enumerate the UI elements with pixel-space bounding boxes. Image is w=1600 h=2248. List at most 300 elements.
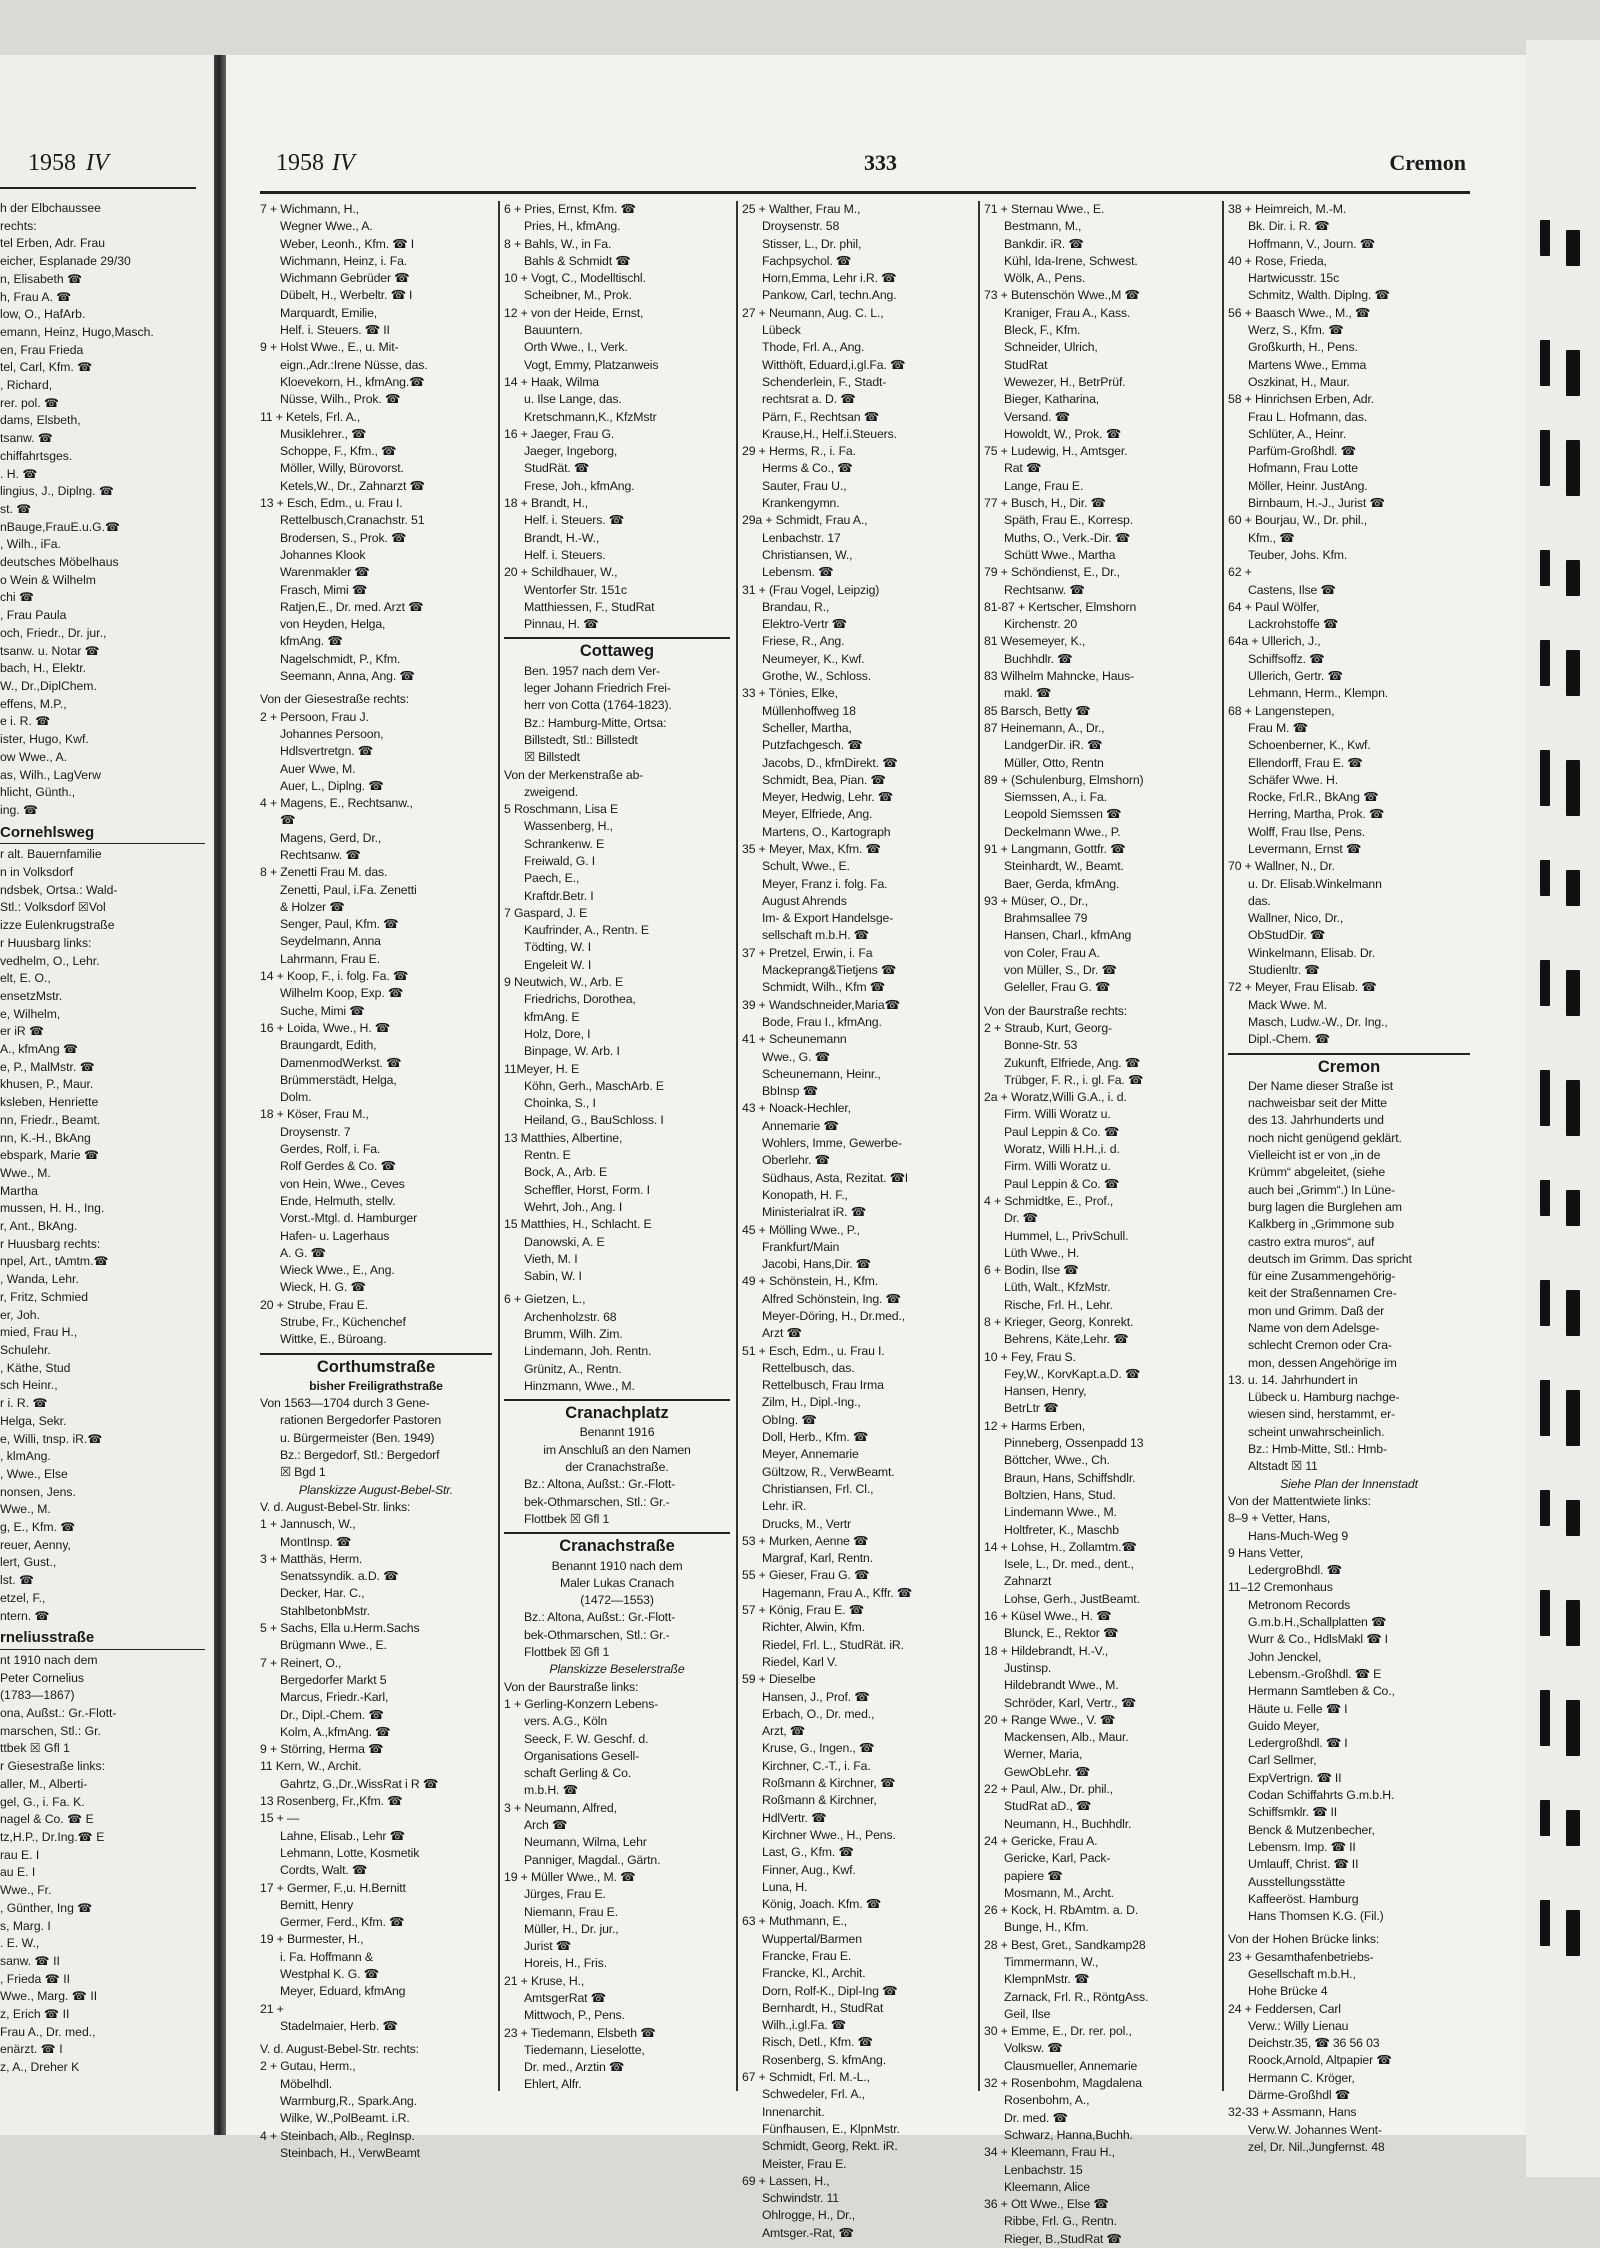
- directory-entry-continuation: m.b.H. ☎: [524, 1783, 578, 1798]
- directory-entry-continuation: Organisations Gesell-: [524, 1748, 640, 1763]
- directory-entry-fragment: lst. ☎: [0, 1573, 35, 1588]
- directory-entry-fragment: , Wilh., iFa.: [0, 537, 61, 552]
- directory-entry-fragment: och, Friedr., Dr. jur.,: [0, 625, 107, 640]
- directory-entry-continuation: Schütt Wwe., Martha: [1004, 547, 1116, 562]
- directory-entry: 1 + Gerling-Konzern Lebens-: [504, 1696, 659, 1711]
- left-page-column: [0, 200, 205, 2077]
- directory-entry: 20 + Range Wwe., V. ☎: [984, 1712, 1115, 1727]
- right-page-header-rule: [260, 191, 1470, 194]
- directory-entry-continuation: Lindemann Wwe., M.: [1004, 1505, 1117, 1520]
- directory-entry-continuation: noch nicht genügend geklärt.: [1248, 1130, 1402, 1145]
- directory-entry-fragment: Martha: [0, 1183, 38, 1198]
- directory-entry-continuation: Rettelbusch, das.: [762, 1360, 855, 1375]
- directory-entry-continuation: Siemssen, A., i. Fa.: [1004, 790, 1107, 805]
- directory-entry-continuation: von Hein, Wwe., Ceves: [280, 1176, 405, 1191]
- directory-entry-continuation: Elektro-Vertr ☎: [762, 617, 847, 632]
- directory-entry-continuation: Meyer, Hedwig, Lehr. ☎: [762, 790, 893, 805]
- directory-entry: 8 + Bahls, W., in Fa.: [504, 236, 612, 251]
- directory-entry-continuation: Wölk, A., Pens.: [1004, 271, 1086, 286]
- directory-entry-continuation: Rische, Frl. H., Lehr.: [1004, 1297, 1113, 1312]
- thumb-index-mark: [1566, 440, 1580, 496]
- directory-entry-continuation: Francke, Kl., Archit.: [762, 1966, 866, 1981]
- directory-entry: 62 +: [1228, 565, 1252, 580]
- directory-entry-continuation: Grothe, W., Schloss.: [762, 669, 872, 684]
- thumb-index-mark: [1540, 640, 1550, 686]
- street-heading: Cottaweg: [504, 637, 730, 660]
- directory-entry-continuation: Seydelmann, Anna: [280, 934, 381, 949]
- running-street-head: Cremon: [1389, 150, 1466, 175]
- directory-entry-fragment: nt 1910 nach dem: [0, 1652, 98, 1667]
- directory-entry-continuation: Arzt, ☎: [762, 1724, 805, 1739]
- directory-entry-fragment: r, Ant., BkAng.: [0, 1219, 78, 1234]
- directory-entry-continuation: Rentn. E: [524, 1148, 571, 1163]
- directory-entry: Von 1563—1704 durch 3 Gene-: [260, 1396, 430, 1411]
- directory-entry-continuation: Rettelbusch, Frau Irma: [762, 1378, 884, 1393]
- directory-entry-continuation: ☒ Bgd 1: [280, 1465, 326, 1480]
- directory-entry-continuation: Fey,W., KorvKapt.a.D. ☎: [1004, 1366, 1141, 1381]
- directory-entry-continuation: StudRät. ☎: [524, 461, 590, 476]
- directory-entry: 79 + Schöndienst, E., Dr.,: [984, 565, 1120, 580]
- directory-entry-continuation: Hermann Samtleben & Co.,: [1248, 1684, 1395, 1699]
- directory-entry: 70 + Wallner, N., Dr.: [1228, 859, 1335, 874]
- directory-entry-continuation: Kirchner Wwe., H., Pens.: [762, 1827, 896, 1842]
- directory-entry-continuation: Rieger, B.,StudRat ☎: [1004, 2231, 1122, 2246]
- directory-entry-fragment: r alt. Bauernfamilie: [0, 847, 102, 862]
- directory-entry-continuation: Trübger, F. R., i. gl. Fa. ☎: [1004, 1072, 1144, 1087]
- directory-entry-continuation: Lehr. iR.: [762, 1499, 807, 1514]
- directory-entry-continuation: Hofmann, Frau Lotte: [1248, 461, 1358, 476]
- directory-entry-continuation: Dolm.: [280, 1090, 312, 1105]
- directory-entry-continuation: Gericke, Karl, Pack-: [1004, 1851, 1111, 1866]
- directory-entry-continuation: Teuber, Johs. Kfm.: [1248, 547, 1348, 562]
- directory-entry-fragment: tel, Carl, Kfm. ☎: [0, 360, 93, 375]
- directory-entry-continuation: Marquardt, Emilie,: [280, 305, 378, 320]
- directory-entry: 2 + Straub, Kurt, Georg-: [984, 1020, 1112, 1035]
- directory-entry-continuation: Helf. i. Steuers. ☎: [524, 513, 624, 528]
- directory-entry-continuation: Schoppe, F., Kfm., ☎: [280, 444, 397, 459]
- directory-entry: 28 + Best, Gret., Sandkamp28: [984, 1937, 1146, 1952]
- directory-entry-continuation: Orth Wwe., I., Verk.: [524, 340, 628, 355]
- directory-entry-continuation: Schlüter, A., Heinr.: [1248, 426, 1347, 441]
- directory-entry-continuation: Roock,Arnold, Altpapier ☎: [1248, 2053, 1392, 2068]
- right-page-volume: IV: [332, 150, 355, 176]
- directory-entry-continuation: Altstadt ☒ 11: [1248, 1459, 1318, 1474]
- directory-entry-continuation: Hans Thomsen K.G. (Fil.): [1248, 1909, 1384, 1924]
- directory-entry: 72 + Meyer, Frau Elisab. ☎: [1228, 980, 1377, 995]
- directory-entry-continuation: Rechtsanw. ☎: [1004, 582, 1085, 597]
- directory-entry-continuation: Stisser, L., Dr. phil,: [762, 236, 862, 251]
- directory-entry-continuation: Meyer-Döring, H., Dr.med.,: [762, 1309, 906, 1323]
- directory-entry-continuation: Bonne-Str. 53: [1004, 1038, 1078, 1053]
- directory-entry-continuation: Zahnarzt: [1004, 1574, 1052, 1589]
- directory-entry-continuation: Oberlehr. ☎: [762, 1153, 830, 1168]
- directory-entry-continuation: Dr. med. ☎: [1004, 2110, 1068, 2125]
- directory-entry-continuation: Name von dem Adelsge-: [1248, 1321, 1380, 1335]
- directory-entry-fragment: ntern. ☎: [0, 1608, 50, 1623]
- directory-entry-continuation: Werner, Maria,: [1004, 1747, 1083, 1762]
- directory-entry-continuation: Konopath, H. F.,: [762, 1187, 848, 1202]
- directory-entry-fragment: eicher, Esplanade 29/30: [0, 254, 131, 269]
- directory-entry-continuation: zel, Dr. Nil.,Jungfernst. 48: [1248, 2139, 1385, 2154]
- directory-entry-continuation: StahlbetonbMstr.: [280, 1603, 370, 1618]
- directory-entry-continuation: Freiwald, G. I: [524, 853, 596, 868]
- directory-entry-continuation: Paul Leppin & Co. ☎: [1004, 1176, 1120, 1191]
- directory-entry-fragment: Peter Cornelius: [0, 1670, 84, 1685]
- directory-entry: 24 + Gericke, Frau A.: [984, 1833, 1098, 1848]
- directory-entry-continuation: rechtsrat a. D. ☎: [762, 392, 856, 407]
- thumb-index-mark: [1566, 1080, 1580, 1136]
- directory-entry-fragment: Wwe., Marg. ☎ II: [0, 1989, 98, 2004]
- directory-entry: Von der Merkenstraße ab-: [504, 767, 644, 782]
- directory-entry-fragment: lert, Gust.,: [0, 1555, 57, 1570]
- directory-entry-continuation: Dr. ☎: [1004, 1211, 1038, 1226]
- thumb-index-mark: [1566, 1190, 1580, 1226]
- directory-entry-continuation: DamenmodWerkst. ☎: [280, 1055, 402, 1070]
- directory-entry-continuation: Lenbachstr. 15: [1004, 2162, 1083, 2177]
- directory-entry-continuation: Seeck, F. W. Geschf. d.: [524, 1731, 649, 1746]
- street-heading: rneliusstraße: [0, 1629, 205, 1650]
- directory-entry-fragment: ndsbek, Ortsa.: Wald-: [0, 882, 118, 897]
- directory-entry-fragment: tsanw. u. Notar ☎: [0, 643, 100, 658]
- street-note: im Anschluß an den Namen: [543, 1442, 691, 1457]
- directory-entry-continuation: Martens, O., Kartograph: [762, 824, 891, 839]
- directory-entry-continuation: Woratz, Willi H.H.,i. d.: [1004, 1142, 1120, 1157]
- directory-entry-continuation: Frankfurt/Main: [762, 1239, 840, 1254]
- directory-entry-fragment: er iR ☎: [0, 1024, 45, 1039]
- directory-entry-continuation: Rosenbohm, A.,: [1004, 2093, 1090, 2108]
- directory-entry-continuation: Wittke, E., Büroang.: [280, 1332, 387, 1347]
- directory-entry: 93 + Müser, O., Dr.,: [984, 893, 1088, 908]
- directory-entry: 13 Rosenberg, Fr.,Kfm. ☎: [260, 1794, 403, 1809]
- directory-entry-continuation: Bz.: Hamburg-Mitte, Ortsa:: [524, 715, 667, 730]
- directory-entry-continuation: Schmitz, Walth. Diplng. ☎: [1248, 288, 1390, 303]
- directory-entry: 20 + Strube, Frau E.: [260, 1297, 369, 1312]
- directory-entry-continuation: Lübeck: [762, 323, 801, 338]
- directory-entry: 27 + Neumann, Aug. C. L.,: [742, 305, 884, 320]
- directory-entry-continuation: bek-Othmarschen, Stl.: Gr.-: [524, 1494, 670, 1509]
- directory-entry-continuation: Bestmann, M.,: [1004, 219, 1082, 234]
- directory-entry-continuation: Bz.: Bergedorf, Stl.: Bergedorf: [280, 1448, 440, 1463]
- directory-entry: 8 + Krieger, Georg, Konrekt.: [984, 1315, 1134, 1329]
- street-heading: Cremon: [1228, 1053, 1470, 1076]
- directory-entry-fragment: mussen, H. H., Ing.: [0, 1201, 105, 1216]
- directory-entry-continuation: Lahrmann, Frau E.: [280, 951, 380, 966]
- directory-entry-continuation: StudRat: [1004, 357, 1048, 372]
- directory-entry-continuation: Lahne, Elisab., Lehr ☎: [280, 1828, 405, 1843]
- directory-entry-continuation: Masch, Ludw.-W., Dr. Ing.,: [1248, 1014, 1388, 1029]
- directory-entry-continuation: Lebensm.-Großhdl. ☎ E: [1248, 1666, 1382, 1681]
- directory-entry-continuation: schaft Gerling & Co.: [524, 1766, 632, 1781]
- directory-entry-continuation: Seemann, Anna, Ang. ☎: [280, 669, 415, 684]
- directory-entry-continuation: Hagemann, Frau A., Kffr. ☎: [762, 1585, 912, 1600]
- directory-entry-continuation: deutsch im Grimm. Das spricht: [1248, 1251, 1412, 1266]
- directory-entry-continuation: Kaffeeröst. Hamburg: [1248, 1891, 1359, 1906]
- directory-entry-continuation: Südhaus, Asta, Rezitat. ☎I: [762, 1170, 909, 1185]
- directory-entry-continuation: Muths, O., Verk.-Dir. ☎: [1004, 530, 1130, 545]
- directory-entry-continuation: Hermann C. Kröger,: [1248, 2070, 1355, 2085]
- directory-entry-fragment: ister, Hugo, Kwf.: [0, 732, 89, 747]
- directory-entry-continuation: Möller, Willy, Bürovorst.: [280, 461, 404, 476]
- thumb-index-mark: [1540, 1070, 1550, 1126]
- thumb-index-mark: [1540, 1900, 1550, 1946]
- directory-entry: 24 + Feddersen, Carl: [1228, 2001, 1341, 2016]
- directory-entry-continuation: König, Joach. Kfm. ☎: [762, 1897, 881, 1912]
- directory-entry-continuation: Wilke, W.,PolBeamt. i.R.: [280, 2111, 410, 2126]
- directory-entry-fragment: o Wein & Wilhelm: [0, 572, 96, 587]
- directory-entry-fragment: , Richard,: [0, 378, 53, 393]
- directory-entry-continuation: Kalkberg in „Grimmone sub: [1248, 1217, 1394, 1232]
- directory-entry-continuation: Schult, Wwe., E.: [762, 859, 850, 874]
- directory-entry-continuation: Hildebrandt Wwe., M.: [1004, 1678, 1119, 1693]
- directory-entry-fragment: r Giesestraße links:: [0, 1759, 105, 1774]
- directory-entry-continuation: Frau M. ☎: [1248, 720, 1308, 735]
- right-page-year: 1958: [276, 150, 324, 176]
- street-note: der Cranachstraße.: [565, 1460, 669, 1475]
- directory-entry-continuation: Müller, Otto, Rentn: [1004, 755, 1104, 770]
- directory-entry-continuation: Pärn, F., Rechtsan ☎: [762, 409, 879, 424]
- directory-entry-continuation: Ministerialrat iR. ☎: [762, 1205, 866, 1220]
- directory-entry-continuation: Geil, Ilse: [1004, 2006, 1051, 2021]
- directory-entry-continuation: Brandt, H.-W.,: [524, 530, 600, 545]
- directory-entry-continuation: Pinneberg, Ossenpadd 13: [1004, 1436, 1144, 1451]
- directory-entry: 18 + Brandt, H.,: [504, 496, 589, 511]
- directory-entry-continuation: Vorst.-Mtgl. d. Hamburger: [280, 1211, 418, 1226]
- directory-entry-continuation: Wwe., G. ☎: [762, 1049, 830, 1064]
- directory-entry-continuation: mon und Grimm. Daß der: [1248, 1303, 1385, 1318]
- directory-entry-fragment: r i. R. ☎: [0, 1396, 48, 1411]
- directory-entry-fragment: bach, H., Elektr.: [0, 661, 87, 676]
- directory-entry-fragment: Stl.: Volksdorf ☒Vol: [0, 900, 106, 915]
- directory-entry-continuation: Studienltr. ☎: [1248, 963, 1320, 978]
- directory-entry-continuation: Archenholzstr. 68: [524, 1309, 617, 1324]
- directory-entry-continuation: Weber, Leonh., Kfm. ☎ I: [280, 236, 414, 251]
- directory-entry-continuation: Kleemann, Alice: [1004, 2179, 1090, 2194]
- directory-entry-fragment: lingius, J., Diplng. ☎: [0, 484, 115, 499]
- directory-entry-continuation: Oszkinat, H., Maur.: [1248, 374, 1350, 389]
- directory-entry-continuation: herr von Cotta (1764-1823).: [524, 698, 672, 713]
- directory-entry: 10 + Fey, Frau S.: [984, 1349, 1076, 1364]
- directory-entry: 31 + (Frau Vogel, Leipzig): [742, 582, 880, 597]
- directory-entry-continuation: Ben. 1957 nach dem Ver-: [524, 663, 661, 678]
- directory-entry-continuation: eign.,Adr.:Irene Nüsse, das.: [280, 357, 428, 372]
- directory-column-1: [260, 201, 492, 2160]
- directory-entry: 71 + Sternau Wwe., E.: [984, 202, 1105, 216]
- directory-entry-continuation: scheint unwahrscheinlich.: [1248, 1424, 1385, 1439]
- directory-entry-continuation: Luna, H.: [762, 1879, 808, 1894]
- directory-entry-continuation: Bunge, H., Kfm.: [1004, 1920, 1089, 1935]
- directory-entry-continuation: LandgerDir. iR. ☎: [1004, 738, 1103, 753]
- directory-entry: 73 + Butenschön Wwe.,M ☎: [984, 288, 1140, 303]
- plan-reference: Siehe Plan der Innenstadt: [1280, 1476, 1418, 1491]
- directory-entry-continuation: Nagelschmidt, P., Kfm.: [280, 651, 401, 666]
- directory-entry-continuation: Lüth Wwe., H.: [1004, 1245, 1080, 1260]
- directory-entry-continuation: Gerdes, Rolf, i. Fa.: [280, 1142, 381, 1157]
- directory-entry-continuation: Böttcher, Wwe., Ch.: [1004, 1453, 1110, 1468]
- directory-entry-fragment: Wwe., M.: [0, 1165, 51, 1180]
- directory-entry-continuation: Sauter, Frau U.,: [762, 478, 847, 493]
- directory-entry-fragment: , Wanda, Lehr.: [0, 1272, 79, 1287]
- directory-entry-continuation: Ellendorff, Frau E. ☎: [1248, 755, 1363, 770]
- directory-entry: 9 Neutwich, W., Arb. E: [504, 975, 624, 990]
- street-note: Benannt 1916: [579, 1425, 655, 1440]
- thumb-index-mark: [1540, 340, 1550, 386]
- directory-column-2: [504, 201, 730, 2101]
- right-page: [226, 55, 1526, 2246]
- directory-entry-continuation: Fünfhausen, E., KlpnMstr.: [762, 2121, 900, 2136]
- directory-entry-continuation: Frese, Joh., kfmAng.: [524, 478, 635, 493]
- directory-entry-fragment: tz,H.P., Dr.Ing.☎ E: [0, 1829, 105, 1844]
- directory-entry-continuation: Lenbachstr. 17: [762, 530, 841, 545]
- street-note: Maler Lukas Cranach: [559, 1575, 675, 1590]
- directory-entry-continuation: Mittwoch, P., Pens.: [524, 2008, 625, 2023]
- street-heading: Cranachplatz: [504, 1399, 730, 1422]
- directory-entry-continuation: Hansen, J., Prof. ☎: [762, 1689, 870, 1704]
- directory-entry-continuation: Germer, Ferd., Kfm. ☎: [280, 1915, 405, 1930]
- directory-entry-continuation: Francke, Frau E.: [762, 1948, 852, 1963]
- directory-entry-continuation: Brumm, Wilh. Zim.: [524, 1327, 623, 1341]
- directory-entry: 11 + Ketels, Frl. A.,: [260, 409, 361, 424]
- directory-entry: 21 +: [260, 2001, 284, 2016]
- directory-entry-fragment: aller, M., Alberti-: [0, 1776, 88, 1791]
- directory-entry-continuation: u. Dr. Elisab.Winkelmann: [1248, 876, 1382, 891]
- directory-entry-continuation: Schröder, Karl, Vertr., ☎: [1004, 1695, 1136, 1710]
- directory-entry: 57 + König, Frau E. ☎: [742, 1603, 864, 1618]
- directory-entry-continuation: Paul Leppin & Co. ☎: [1004, 1124, 1120, 1139]
- directory-entry-continuation: von Heyden, Helga,: [280, 617, 386, 632]
- directory-entry-fragment: er, Joh.: [0, 1307, 40, 1322]
- directory-entry-fragment: st. ☎: [0, 501, 32, 516]
- street-note: Benannt 1910 nach dem: [551, 1558, 683, 1573]
- directory-entry: 18 + Hildebrandt, H.-V.,: [984, 1643, 1109, 1658]
- directory-column-3: [742, 201, 972, 2240]
- directory-entry-continuation: Friedrichs, Dorothea,: [524, 992, 636, 1007]
- column-divider: [1222, 201, 1224, 2091]
- thumb-index-mark: [1566, 1810, 1580, 1846]
- directory-entry-continuation: Carl Sellmer,: [1248, 1753, 1317, 1768]
- directory-entry-fragment: g, E., Kfm. ☎: [0, 1520, 76, 1535]
- directory-entry-fragment: Frau A., Dr. med.,: [0, 2024, 96, 2039]
- directory-entry-continuation: Warenmakler ☎: [280, 565, 370, 580]
- directory-entry-continuation: Großkurth, H., Pens.: [1248, 340, 1358, 355]
- directory-entry-continuation: Schiffsoffz. ☎: [1248, 651, 1325, 666]
- directory-entry-continuation: Volksw. ☎: [1004, 2041, 1063, 2056]
- directory-entry-continuation: Möller, Heinr. JustAng.: [1248, 478, 1368, 493]
- directory-entry-continuation: Ehlert, Alfr.: [524, 2077, 582, 2092]
- directory-entry: 9 + Störring, Herma ☎: [260, 1742, 384, 1757]
- directory-entry-continuation: ☒ Billstedt: [524, 750, 580, 765]
- directory-entry-continuation: Scheller, Martha,: [762, 720, 852, 735]
- directory-entry-fragment: e i. R. ☎: [0, 714, 51, 729]
- directory-entry-continuation: Buchhdlr. ☎: [1004, 651, 1073, 666]
- directory-entry-continuation: Wohlers, Imme, Gewerbe-: [762, 1136, 902, 1151]
- directory-entry-continuation: Fachpsychol. ☎: [762, 253, 852, 268]
- directory-entry-continuation: Arzt ☎: [762, 1326, 802, 1341]
- directory-entry-continuation: BetrLtr ☎: [1004, 1401, 1059, 1416]
- directory-entry-continuation: Ullerich, Gertr. ☎: [1248, 669, 1343, 684]
- directory-entry-fragment: h, Frau A. ☎: [0, 289, 72, 304]
- directory-entry: 7 Gaspard, J. E: [504, 905, 588, 920]
- directory-entry-continuation: Bahls & Schmidt ☎: [524, 253, 631, 268]
- directory-entry-continuation: Zukunft, Elfriede, Ang. ☎: [1004, 1055, 1140, 1070]
- directory-entry-continuation: Ledergroßhdl. ☎ I: [1248, 1736, 1348, 1751]
- thumb-index-mark: [1540, 220, 1550, 256]
- directory-entry: 14 + Lohse, H., Zollamtm.☎: [984, 1539, 1137, 1554]
- directory-entry-fragment: as, Wilh., LagVerw: [0, 767, 101, 782]
- directory-entry-continuation: Meyer, Eduard, kfmAng: [280, 1984, 406, 1999]
- directory-entry-continuation: Grünitz, A., Rentn.: [524, 1361, 622, 1376]
- thumb-index-mark: [1566, 350, 1580, 396]
- directory-entry-continuation: Meyer, Franz i. folg. Fa.: [762, 876, 888, 891]
- directory-entry-continuation: Krümm“ abgeleitet, (siehe: [1248, 1165, 1386, 1180]
- directory-entry-continuation: Wehrt, Joh., Ang. I: [524, 1199, 623, 1214]
- directory-entry-continuation: Braun, Hans, Schiffshdlr.: [1004, 1470, 1136, 1485]
- directory-entry-continuation: MontInsp. ☎: [280, 1534, 352, 1549]
- directory-entry-continuation: Ende, Helmuth, stellv.: [280, 1193, 396, 1208]
- directory-entry-continuation: Dorn, Rolf-K., Dipl-Ing ☎: [762, 1983, 898, 1998]
- directory-entry-fragment: z, Erich ☎ II: [0, 2007, 70, 2022]
- directory-entry: 4 + Steinbach, Alb., RegInsp.: [260, 2128, 415, 2143]
- directory-entry: 13 Matthies, Albertine,: [504, 1130, 623, 1145]
- directory-entry-continuation: Im- & Export Handelsge-: [762, 911, 894, 926]
- directory-entry: 55 + Gieser, Frau G. ☎: [742, 1568, 870, 1583]
- directory-entry: 11–12 Cremonhaus: [1228, 1580, 1333, 1595]
- directory-entry-continuation: Schiffsmklr. ☎ II: [1248, 1805, 1338, 1820]
- directory-entry-continuation: LedergroBhdl. ☎: [1248, 1563, 1342, 1578]
- thumb-index-mark: [1540, 960, 1550, 1006]
- directory-entry-fragment: ebspark, Marie ☎: [0, 1148, 100, 1163]
- directory-entry: 5 + Sachs, Ella u.Herm.Sachs: [260, 1621, 420, 1636]
- directory-entry-continuation: Wurr & Co., HdlsMakl ☎ I: [1248, 1632, 1388, 1647]
- directory-column-4: [984, 201, 1216, 2246]
- directory-entry-continuation: Schenderlein, F., Stadt-: [762, 374, 887, 389]
- directory-entry-continuation: Putzfachgesch. ☎: [762, 738, 863, 753]
- directory-entry-continuation: kfmAng. ☎: [280, 634, 343, 649]
- directory-entry-continuation: Jurist ☎: [524, 1939, 571, 1954]
- column-divider: [736, 201, 738, 2091]
- directory-entry: 23 + Gesamthafenbetriebs-: [1228, 1949, 1374, 1964]
- thumb-index-mark: [1540, 1490, 1550, 1526]
- directory-entry-fragment: , Käthe, Stud: [0, 1360, 71, 1375]
- directory-entry-continuation: Billstedt, Stl.: Billstedt: [524, 732, 638, 747]
- directory-entry-fragment: tsanw. ☎: [0, 431, 54, 446]
- directory-entry: 45 + Mölling Wwe., P.,: [742, 1222, 860, 1237]
- directory-entry-continuation: Mackensen, Alb., Maur.: [1004, 1730, 1129, 1745]
- directory-entry-continuation: Vogt, Emmy, Platzanweis: [524, 357, 659, 372]
- directory-entry-continuation: Meyer, Annemarie: [762, 1447, 859, 1462]
- directory-entry: 9 Hans Vetter,: [1228, 1545, 1304, 1560]
- directory-entry: 22 + Paul, Alw., Dr. phil.,: [984, 1782, 1113, 1797]
- directory-entry: 32-33 + Assmann, Hans: [1228, 2105, 1357, 2120]
- directory-entry-continuation: Innenarchit.: [762, 2104, 825, 2119]
- directory-entry-continuation: Kraniger, Frau A., Kass.: [1004, 305, 1131, 320]
- directory-entry-continuation: nachweisbar seit der Mitte: [1248, 1096, 1387, 1111]
- directory-entry-fragment: A., kfmAng ☎: [0, 1042, 79, 1057]
- directory-entry-fragment: vedhelm, O., Lehr.: [0, 953, 100, 968]
- directory-entry-continuation: auch bei „Grimm“.) In Lüne-: [1248, 1182, 1395, 1197]
- directory-entry-continuation: Kirchner, C.-T., i. Fa.: [762, 1758, 871, 1773]
- directory-entry-continuation: Pries, H., kfmAng.: [524, 219, 621, 234]
- directory-entry: 13. u. 14. Jahrhundert in: [1228, 1372, 1358, 1387]
- directory-entry-continuation: Boltzien, Hans, Stud.: [1004, 1487, 1116, 1502]
- thumb-index-mark: [1566, 970, 1580, 1016]
- directory-entry-continuation: Deckelmann Wwe., P.: [1004, 824, 1121, 839]
- directory-entry-continuation: Müllenhoffweg 18: [762, 703, 856, 718]
- directory-entry: 19 + Müller Wwe., M. ☎: [504, 1869, 636, 1884]
- directory-entry-continuation: Neumeyer, K., Kwf.: [762, 651, 865, 666]
- directory-entry-continuation: Suche, Mimi ☎: [280, 1003, 365, 1018]
- directory-entry-continuation: Därme-Großhdl ☎: [1248, 2088, 1350, 2103]
- directory-entry-continuation: Lackrohstoffe ☎: [1248, 617, 1339, 632]
